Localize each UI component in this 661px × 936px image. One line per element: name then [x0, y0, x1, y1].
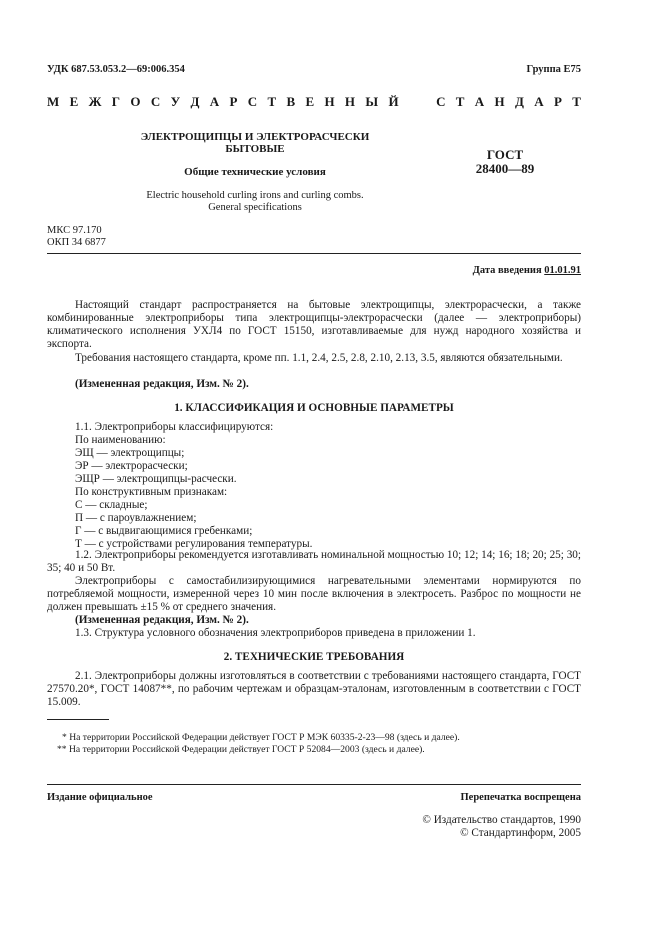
banner-letter: Т — [267, 94, 277, 109]
intro-date-label: Дата введения — [472, 265, 542, 276]
list-item: Г — с выдвигающимися гребенками; — [75, 525, 253, 537]
copyright-2: © Стандартинформ, 2005 — [460, 827, 581, 839]
banner-letter: С — [150, 94, 161, 109]
paragraph-1-3: 1.3. Структура условного обозначения электроприборов приведена в приложении 1. — [75, 627, 476, 639]
standard-subtitle: Общие технические условия — [184, 166, 326, 178]
section-2-heading: 2. ТЕХНИЧЕСКИЕ ТРЕБОВАНИЯ — [223, 651, 405, 663]
banner-letter: Е — [305, 94, 315, 109]
copyright-block — [422, 814, 581, 840]
footnote-1: * На территории Российской Федерации действует ГОСТ Р МЭК 60335-2-23—98 (здесь и далее). — [62, 732, 460, 743]
paragraph-1-2: 1.2. Электроприборы рекомендуется изготавливать номинальной мощностью 10; 12; 14; 16; 18; 20; 25; 30; 35; 40 и 50 Вт. — [47, 549, 581, 574]
header-divider — [47, 253, 581, 254]
banner-letter: Д — [514, 94, 524, 109]
intro-paragraph-2: Требования настоящего стандарта, кроме пп. 1.1, 2.4, 2.5, 2.8, 2.10, 2.13, 3.5, являются обязательными. — [75, 352, 563, 364]
banner-letter: Г — [111, 94, 121, 109]
banner-letter: О — [130, 94, 141, 109]
official-edition: Издание официальное — [47, 792, 153, 803]
gost-number: 28400—89 — [475, 161, 535, 176]
banner-letter: У — [170, 94, 181, 109]
udk-code: УДК 687.53.053.2—69:006.354 — [47, 64, 185, 75]
banner-letter: Р — [553, 94, 562, 109]
banner-letter: Т — [455, 94, 465, 109]
intro-date-value: 01.01.91 — [544, 265, 581, 276]
list-item: По наименованию: — [75, 434, 166, 446]
intro-revision: (Измененная редакция, Изм. № 2). — [75, 378, 249, 390]
standard-title-line1: ЭЛЕКТРОЩИПЦЫ И ЭЛЕКТРОРАСЧЕСКИ — [140, 131, 370, 143]
banner-letter: Ы — [365, 94, 379, 109]
paragraph-2-1: 2.1. Электроприборы должны изготовляться в соответствии с требованиями настоящего стандарта, ГОСТ 27570.20*, ГОСТ 14087**, по рабочим чертежам и образцам-эталонам, изготовленным в соответствии с ГОСТ 15.009. — [47, 670, 581, 708]
paragraph-1-2b: Электроприборы с самостабилизирующимися нагревательными элементами нормируются по потребляемой мощности, измеренной через 10 мин после включения в электросеть. Разброс по мощности не должен превышать ±15 % от среднего значения. — [47, 575, 581, 613]
banner-letter: Ж — [88, 94, 102, 109]
list-item: ЭЩР — электрощипцы-расчески. — [75, 473, 237, 485]
banner-letter: Д — [190, 94, 200, 109]
english-title-line2: General specifications — [208, 202, 302, 213]
standard-title-line2: БЫТОВЫЕ — [225, 143, 285, 155]
interstate-standard-banner — [47, 94, 581, 110]
banner-letter: А — [474, 94, 485, 109]
footer-divider — [47, 784, 581, 785]
english-title-line1: Electric household curling irons and curling combs. — [146, 190, 364, 201]
banner-letter: Р — [229, 94, 238, 109]
list-item: По конструктивным признакам: — [75, 486, 228, 498]
list-item: ЭР — электрорасчески; — [75, 460, 188, 472]
banner-letter: С — [436, 94, 446, 109]
intro-date — [473, 265, 581, 277]
intro-paragraph-1: Настоящий стандарт распространяется на бытовые электрощипцы, электрорасчески, а также комбинированные электроприборы типа электрощипцы-электрорасчески (далее — электроприборы) климатического исполнения УХЛ4 по ГОСТ 15150, изготавливаемые для нужд народного хозяйства и экспорта. — [47, 299, 581, 350]
banner-letter: Н — [494, 94, 505, 109]
banner-letter: Е — [69, 94, 79, 109]
list-item: С — складные; — [75, 499, 148, 511]
footnote-2: ** На территории Российской Федерации действует ГОСТ Р 52084—2003 (здесь и далее). — [57, 744, 425, 755]
banner-letter: Й — [388, 94, 399, 109]
banner-letter: А — [534, 94, 544, 109]
banner-letter: А — [209, 94, 220, 109]
mks-code: МКС 97.170 — [47, 225, 102, 236]
reprint-notice: Перепечатка воспрещена — [460, 792, 581, 803]
list-item: 1.1. Электроприборы классифицируются: — [75, 421, 274, 433]
banner-letter: В — [286, 94, 296, 109]
footnote-divider — [47, 719, 109, 720]
banner-letter: Н — [324, 94, 335, 109]
list-item: Т — с устройствами регулирования температуры. — [75, 538, 313, 550]
section-1-heading: 1. КЛАССИФИКАЦИЯ И ОСНОВНЫЕ ПАРАМЕТРЫ — [174, 402, 454, 414]
list-item: ЭЩ — электрощипцы; — [75, 447, 185, 459]
banner-letter: Т — [572, 94, 581, 109]
banner-letter: Н — [344, 94, 356, 109]
banner-letter: С — [247, 94, 258, 109]
banner-letter: М — [47, 94, 60, 109]
list-item: П — с пароувлажнением; — [75, 512, 197, 524]
gost-label: ГОСТ — [486, 147, 524, 162]
okp-code: ОКП 34 6877 — [47, 237, 106, 248]
banner-letter — [422, 94, 425, 110]
group-code: Группа Е75 — [526, 64, 581, 75]
banner-letter — [409, 94, 412, 110]
section-1-revision: (Измененная редакция, Изм. № 2). — [75, 614, 249, 626]
copyright-1: © Издательство стандартов, 1990 — [422, 814, 581, 826]
